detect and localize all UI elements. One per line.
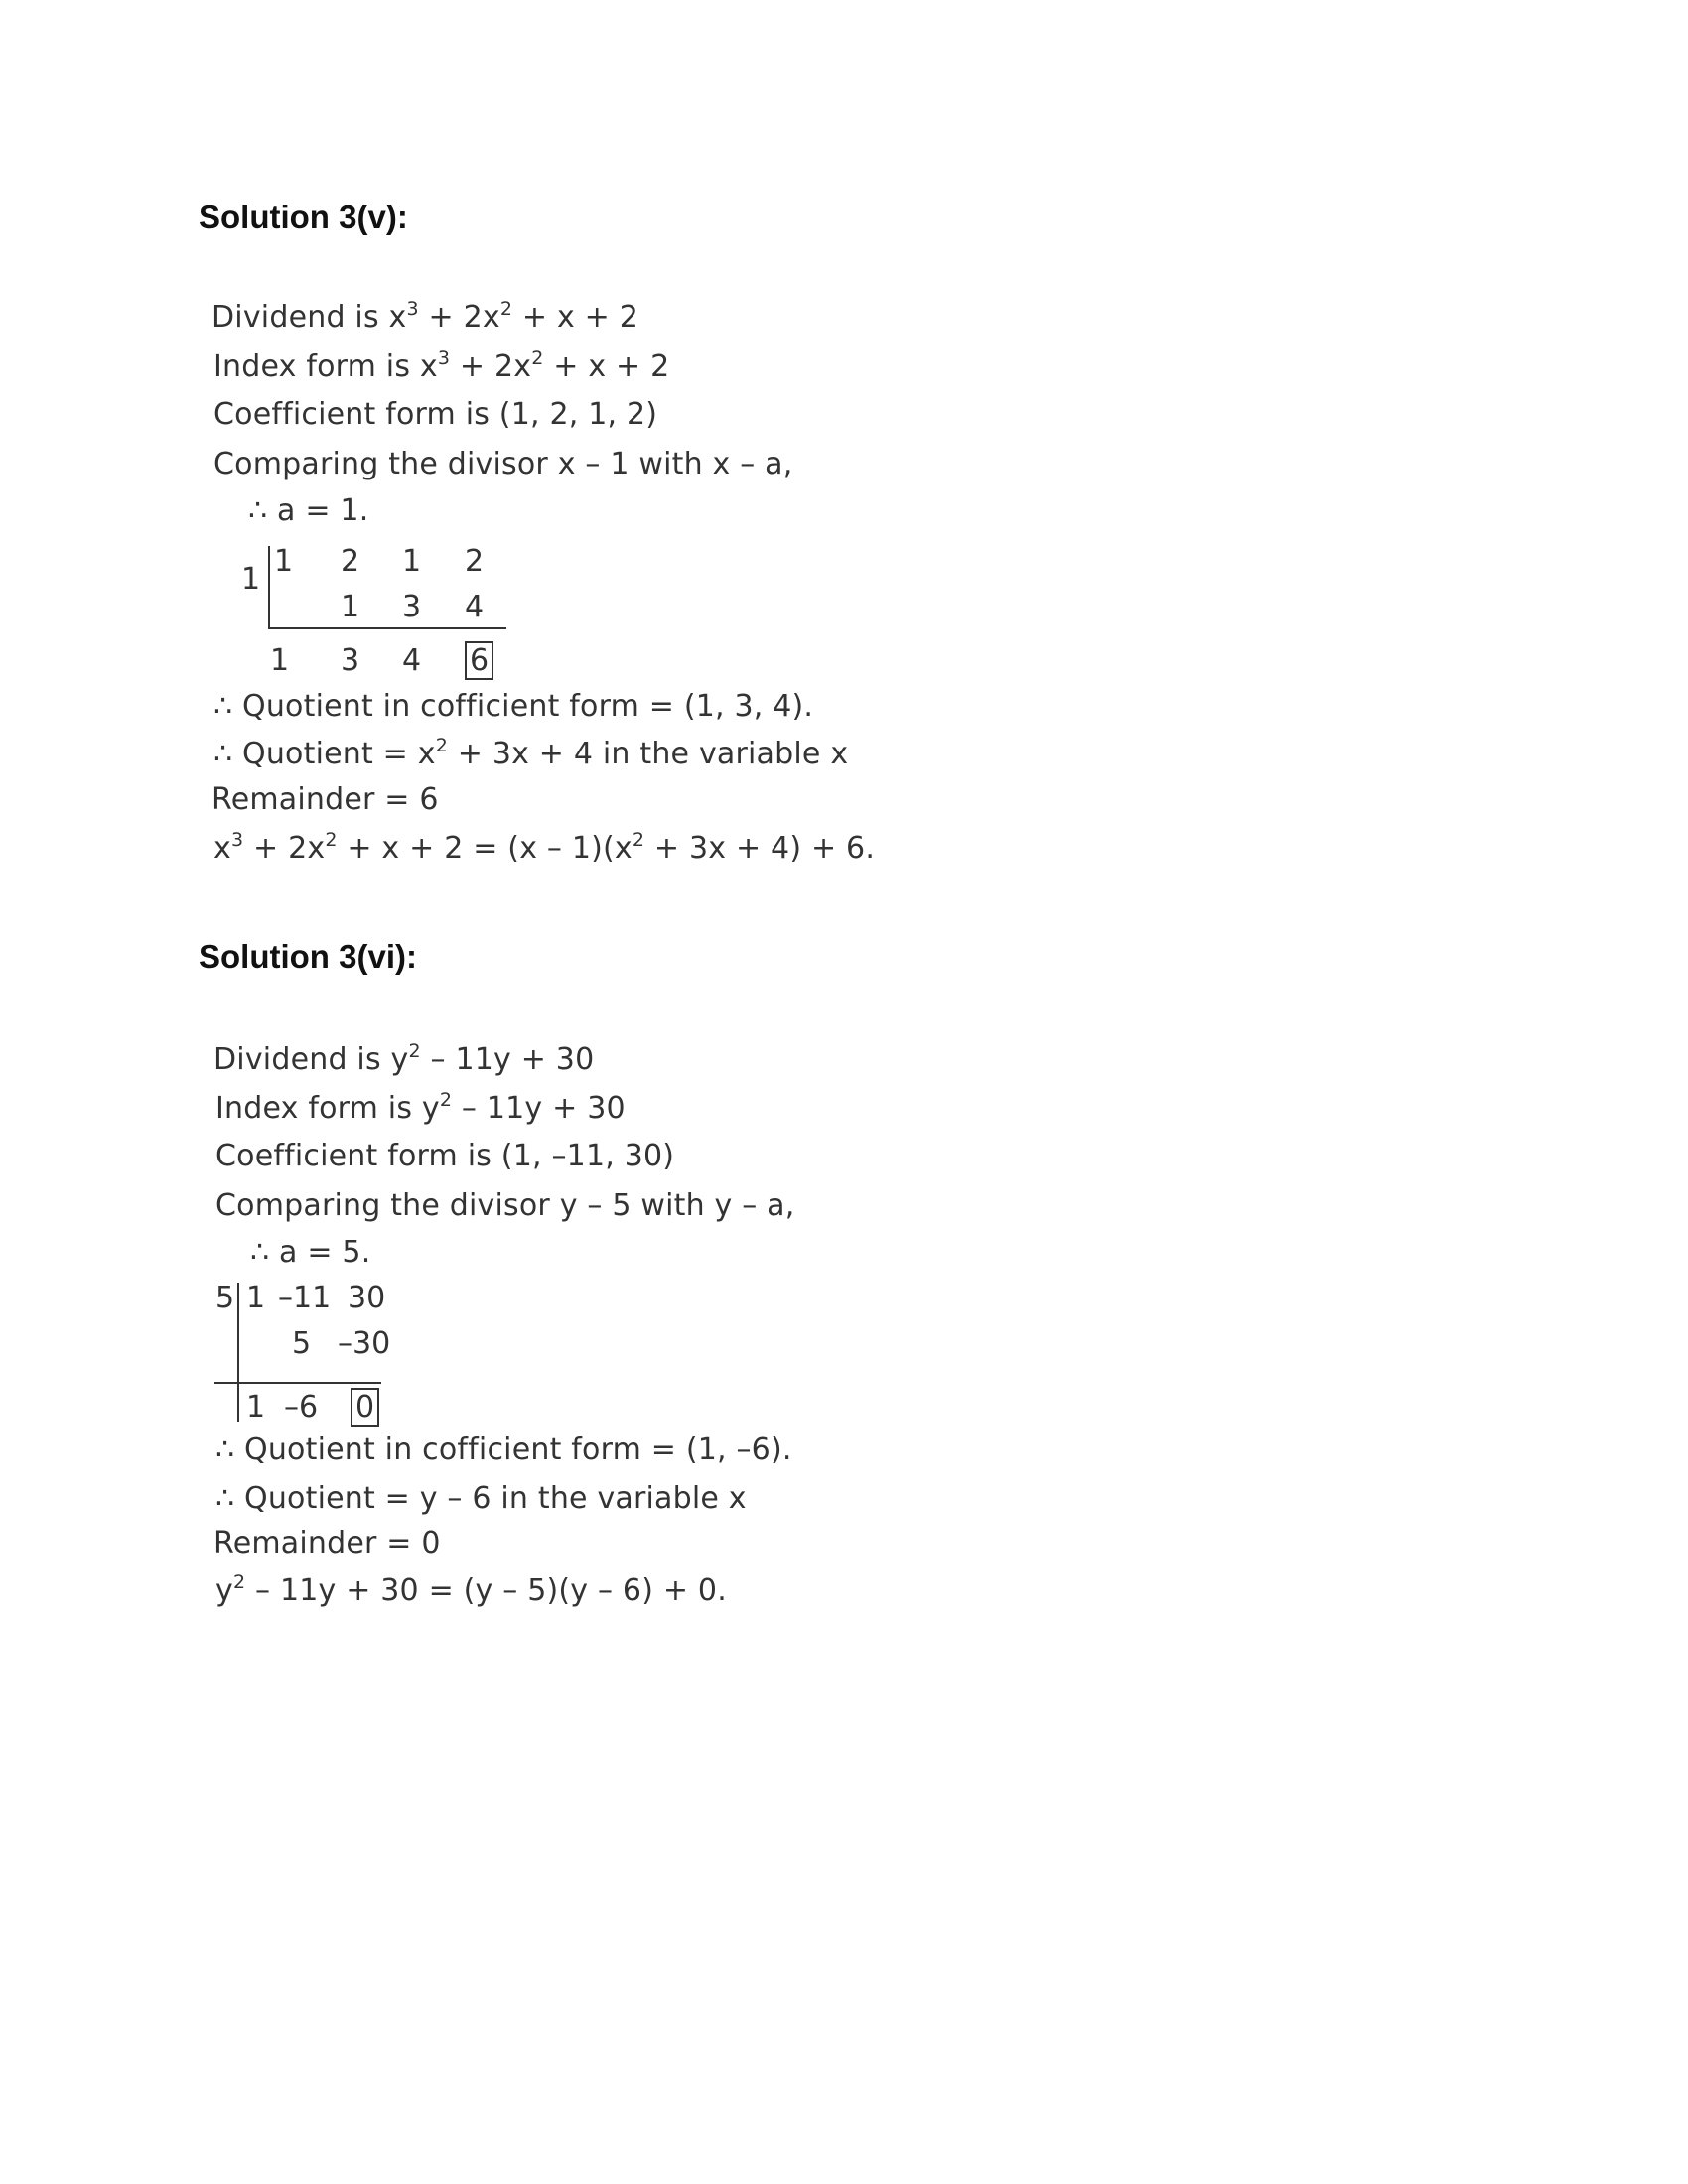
expr-part: + x + 2: [543, 349, 670, 384]
cell: 5: [292, 1326, 312, 1361]
index-label: Index form is: [215, 1091, 422, 1126]
exponent: 2: [632, 829, 645, 851]
division-vertical-line: [268, 546, 270, 627]
a-value-line: ∴ a = 1.: [248, 493, 369, 528]
cell: 3: [341, 643, 360, 678]
expr-part: + x + 2 = (x – 1)(x: [337, 831, 633, 866]
cell: 1: [274, 544, 294, 579]
cell: –11: [278, 1281, 332, 1315]
exponent: 3: [230, 829, 244, 851]
exponent: 2: [499, 298, 513, 320]
cell: 1: [341, 590, 360, 624]
a-value-line: ∴ a = 5.: [250, 1235, 371, 1270]
cell: 1: [270, 643, 290, 678]
divisor: 1: [241, 562, 261, 597]
cell: 2: [341, 544, 360, 579]
dividend-line: [213, 1042, 594, 1077]
exponent: 2: [408, 1040, 421, 1062]
expr-part: + 2x: [418, 300, 500, 335]
expr-part: y: [421, 1091, 440, 1126]
remainder-line: Remainder = 6: [211, 782, 439, 817]
exponent: 3: [406, 298, 419, 320]
exponent: 3: [437, 347, 451, 369]
index-form-line: [213, 349, 669, 384]
final-identity-line: [215, 1573, 727, 1608]
final-identity-line: [213, 831, 875, 866]
exponent: 2: [439, 1089, 453, 1111]
expr-part: x: [419, 349, 438, 384]
exponent: 2: [232, 1571, 246, 1593]
quotient-line: [213, 737, 848, 771]
division-horizontal-line: [268, 627, 506, 629]
expr-part: + x + 2: [512, 300, 639, 335]
exponent: 2: [325, 829, 338, 851]
index-label: Index form is: [213, 349, 420, 384]
dividend-label: Dividend is: [211, 300, 389, 335]
cell: 4: [465, 590, 485, 624]
coefficient-form-line: Coefficient form is (1, 2, 1, 2): [213, 397, 658, 432]
division-horizontal-line: [214, 1382, 381, 1384]
cell: 3: [402, 590, 422, 624]
exponent: 2: [531, 347, 544, 369]
cell: 1: [402, 544, 422, 579]
remainder-box: 0: [351, 1388, 379, 1427]
index-form-line: [215, 1091, 626, 1126]
remainder-line: Remainder = 0: [213, 1526, 441, 1561]
cell: 1: [246, 1281, 266, 1315]
cell: 30: [348, 1281, 386, 1315]
comparing-divisor-line: Comparing the divisor y – 5 with y – a,: [215, 1188, 795, 1223]
expr-part: + 3x + 4) + 6.: [644, 831, 876, 866]
dividend-label: Dividend is: [213, 1042, 391, 1077]
solution-heading-3v: Solution 3(v):: [199, 199, 408, 235]
cell: 1: [246, 1390, 266, 1425]
expr-part: y: [215, 1573, 233, 1608]
solution-heading-3vi: Solution 3(vi):: [199, 938, 417, 975]
expr-part: – 11y + 30: [452, 1091, 626, 1126]
coefficient-form-line: Coefficient form is (1, –11, 30): [215, 1139, 675, 1173]
expr-part: y: [390, 1042, 409, 1077]
comparing-divisor-line: Comparing the divisor x – 1 with x – a,: [213, 447, 793, 481]
expr-part: x: [417, 737, 436, 771]
quotient-coefficient-line: ∴ Quotient in cofficient form = (1, –6).: [215, 1433, 792, 1467]
expr-part: – 11y + 30: [420, 1042, 595, 1077]
cell: –6: [284, 1390, 319, 1425]
cell: 2: [465, 544, 485, 579]
expr-part: + 3x + 4 in the variable x: [448, 737, 849, 771]
expr-part: – 11y + 30 = (y – 5)(y – 6) + 0.: [245, 1573, 727, 1608]
divisor: 5: [215, 1281, 235, 1315]
expr-part: + 2x: [450, 349, 532, 384]
expr-part: x: [213, 831, 231, 866]
dividend-line: [211, 300, 638, 335]
remainder-box: 6: [465, 641, 493, 680]
expr-part: + 2x: [243, 831, 326, 866]
quotient-label: ∴ Quotient =: [213, 737, 418, 771]
quotient-line: ∴ Quotient = y – 6 in the variable x: [215, 1481, 747, 1516]
expr-part: x: [388, 300, 407, 335]
cell: –30: [338, 1326, 391, 1361]
division-vertical-line: [237, 1283, 239, 1422]
quotient-coefficient-line: ∴ Quotient in cofficient form = (1, 3, 4).: [213, 689, 814, 724]
exponent: 2: [435, 735, 449, 756]
cell: 4: [402, 643, 422, 678]
